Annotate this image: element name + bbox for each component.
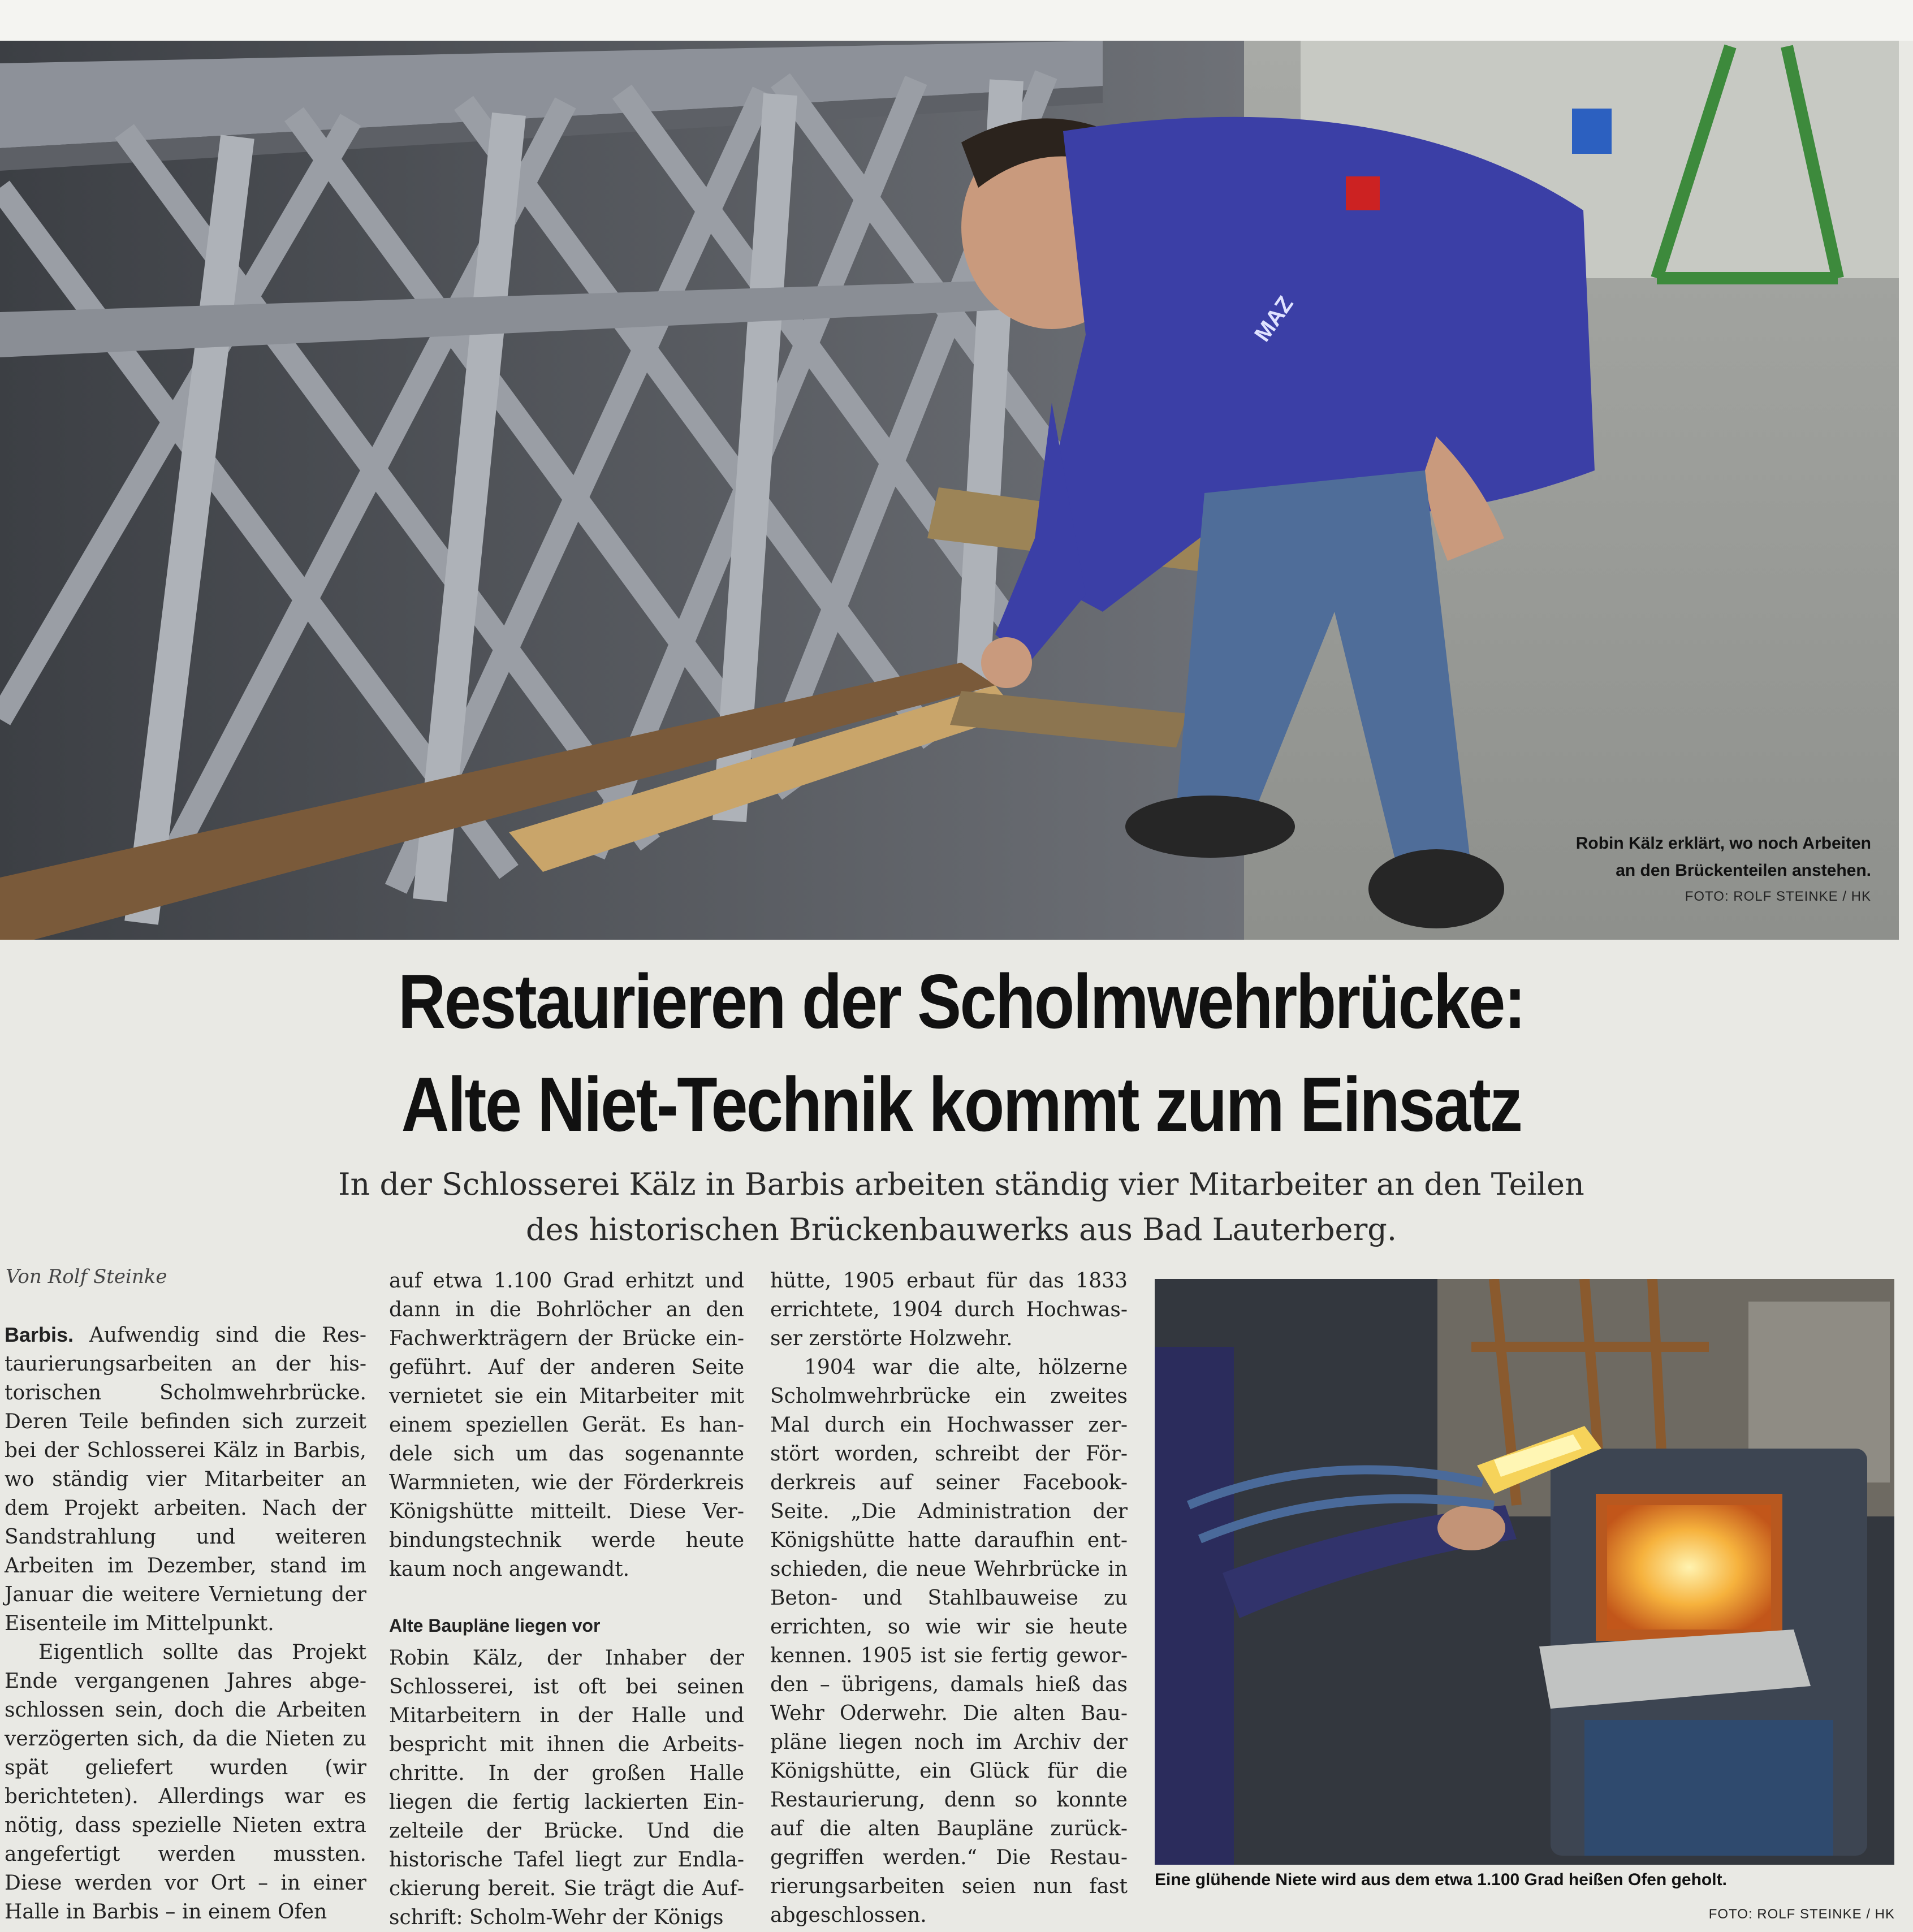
article-column-3 <box>770 1267 1128 1930</box>
photo-top-caption-line2: an den Brückenteilen anstehen. <box>1616 861 1871 880</box>
bridge-truss-illustration <box>0 41 1899 940</box>
article-column-2 <box>389 1267 744 1932</box>
article-subheadline <box>113 1162 1810 1252</box>
dateline-location: Barbis. <box>5 1323 74 1346</box>
article-subheading: Alte Baupläne liegen vor <box>389 1615 601 1636</box>
byline-author: Rolf Steinke <box>47 1265 167 1288</box>
page-top-margin <box>0 0 1913 41</box>
byline <box>6 1265 167 1288</box>
paragraph <box>5 1320 366 1638</box>
subheadline-line1: In der Schlosserei Kälz in Barbis arbeiten ständig vier Mitarbeiter an den Teilen <box>338 1166 1584 1202</box>
paragraph-text: Aufwendig sind die Restaurierungsarbeiten an der historischen Scholmwehrbrücke. Deren Teile befinden sich zurzeit bei der Schlosserei Kälz in Barbis, wo ständig vier Mitarbeiter an dem Projekt arbeiten. Nach der Sandstrahlung und weiteren Arbeiten im Dezember, stand im Januar die weitere Vernietung der Eisenteile im Mittelpunkt. <box>5 1324 366 1635</box>
article-column-1 <box>5 1320 366 1926</box>
jacket-logo-text: MAZ <box>1250 292 1298 347</box>
paragraph: hütte, 1905 erbaut für das 1833 errichtete, 1904 durch Hochwasser zerstörte Holzwehr. <box>770 1269 1128 1350</box>
headline-line2: Alte Niet-Technik kommt zum Einsatz <box>401 1061 1522 1147</box>
paragraph: auf etwa 1.100 Grad erhitzt und dann in die Bohrlöcher an den Fachwerkträgern der Brücke eingeführt. Auf der anderen Seite vernietet sie ein Mitarbeiter mit einem speziellen Gerät. Es handele sich um das sogenannte Warmnieten, wie der Förderkreis Königshütte mitteilt. Diese Verbindungstechnik werde heute kaum noch angewandt. <box>389 1269 744 1581</box>
subheadline-line2: des historischen Brückenbauwerks aus Bad Lauterberg. <box>525 1212 1397 1247</box>
photo-top-caption-line1: Robin Kälz erklärt, wo noch Arbeiten <box>1575 834 1871 853</box>
paragraph: 1904 war die alte, hölzerne Scholmwehrbrücke ein zweites Mal durch ein Hochwasser zerstört worden, schreibt der Förderkreis auf seiner Facebook-Seite. „Die Administration der Königshütte hatte daraufhin entschieden, die neue Wehrbrücke in Beton- und Stahlbauweise zu errichten, so wie wir sie heute kennen. 1905 ist sie fertig geworden – übrigens, damals hieß das Wehr Oderwehr. Die alten Baupläne liegen noch im Archiv der Königshütte, ein Glück für die Restaurierung, denn so konnte auf die alten Baupläne zurückgegriffen werden.“ Die Restaurierungsarbeiten seien nun fast abgeschlossen. <box>770 1356 1128 1927</box>
photo-top-credit: FOTO: ROLF STEINKE / HK <box>1685 889 1871 904</box>
photo-bridge-workshop <box>0 41 1899 940</box>
byline-prefix: Von <box>6 1265 42 1288</box>
article-headline <box>232 950 1691 1156</box>
paragraph: Eigentlich sollte das Projekt Ende vergangenen Jahres abgeschlossen sein, doch die Arbeiten verzögerten sich, da die Nieten zu spät geliefert wurden (wir berichteten). Allerdings war es nötig, dass spezielle Nieten extra angefertigt werden mussten. Diese werden vor Ort – in einer Halle in Barbis – in einem Ofen <box>5 1641 366 1924</box>
photo-rivet-oven <box>1155 1279 1894 1865</box>
paragraph: Robin Kälz, der Inhaber der Schlosserei, ist oft bei seinen Mitarbeitern in der Halle und bespricht mit ihnen die Arbeitschritte. In der großen Halle liegen die fertig lackierten Einzelteile der Brücke. Und die historische Tafel liegt zur Endlackierung bereit. Sie trägt die Aufschrift: Scholm-Wehr der Königs <box>389 1646 744 1929</box>
photo-top-caption <box>1475 830 1871 905</box>
photo-bottom-credit: FOTO: ROLF STEINKE / HK <box>1708 1907 1895 1922</box>
headline-line1: Restaurieren der Scholmwehrbrücke: <box>398 958 1525 1044</box>
oven-illustration <box>1155 1279 1894 1865</box>
photo-bottom-caption: Eine glühende Niete wird aus dem etwa 1.100 Grad heißen Ofen geholt. <box>1155 1870 1727 1889</box>
